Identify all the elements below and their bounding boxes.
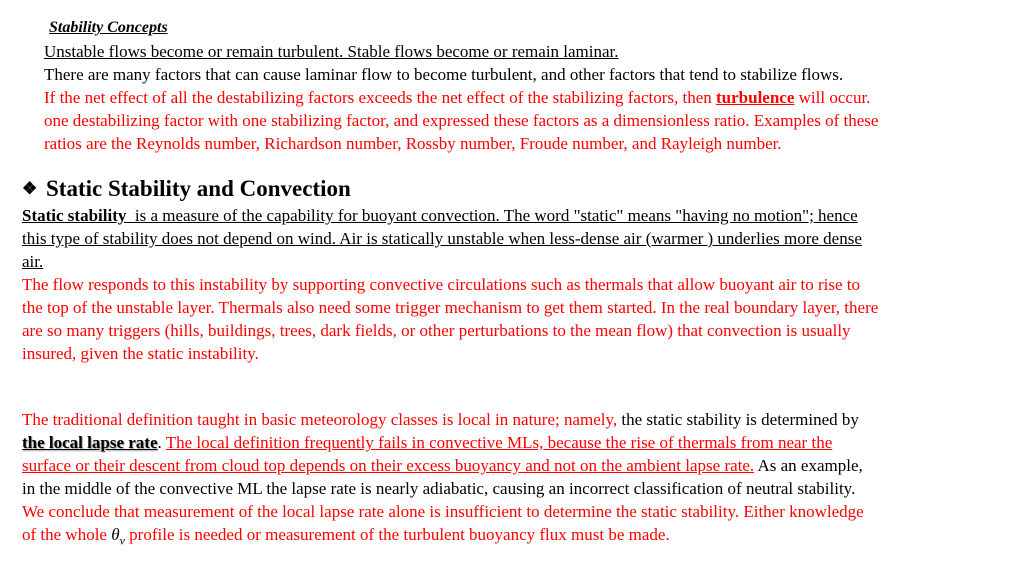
theta-subscript: v [119,533,125,548]
diamond-bullet-icon: ❖ [22,179,38,198]
traditional-line-6-start: of the whole [22,525,112,544]
static-stability-term: Static stability [22,206,127,225]
traditional-line-2-dot: . [157,433,166,452]
concepts-line-4: one destabilizing factor with one stabilizing factor, and expressed these factors as a dimensionless ratio. Examples of these [44,111,879,130]
traditional-line-3-red: surface or their descent from cloud top depends on their excess buoyancy and not on the ambient lapse rate. [22,456,755,475]
traditional-line-3 [22,454,863,477]
traditional-line-3-black: As an example, [754,456,863,475]
traditional-line-1-black: the static stability is determined by [621,410,859,429]
flow-line-4: insured, given the static instability. [22,344,259,363]
definition-line-3: air. [22,252,44,271]
theta-symbol: θ [111,525,120,544]
concepts-line-3-end: will occur. [794,88,871,107]
section-heading-text: Static Stability and Convection [46,176,351,201]
concepts-line-3 [44,86,870,109]
traditional-line-6-end: profile is needed or measurement of the turbulent buoyancy flux must be made. [124,525,670,544]
definition-line-1 [22,204,858,227]
traditional-line-1-red: The traditional definition taught in basic meteorology classes is local in nature; namely, [22,410,622,429]
traditional-line-4: in the middle of the convective ML the lapse rate is nearly adiabatic, causing an incorrect classification of neutral stability. [22,479,856,498]
traditional-line-6 [22,523,670,552]
definition-line-1-text: is a measure of the capability for buoyant convection. The word "static" means "having no motion"; hence [126,206,858,225]
concepts-line-1: Unstable flows become or remain turbulent. Stable flows become or remain laminar. [44,42,619,61]
traditional-line-2 [22,431,832,454]
section-heading [22,175,351,203]
traditional-line-2-red: The local definition frequently fails in convective MLs, because the rise of thermals from near the [165,433,833,452]
flow-line-2: the top of the unstable layer. Thermals also need some trigger mechanism to get them started. In the real boundary layer, there [22,298,879,317]
stability-concepts-title: Stability Concepts [49,19,168,36]
concepts-line-2: There are many factors that can cause laminar flow to become turbulent, and other factors that tend to stabilize flows. [44,65,844,84]
local-lapse-rate-term: the local lapse rate [22,433,158,452]
flow-line-1: The flow responds to this instability by supporting convective circulations such as thermals that allow buoyant air to rise to [22,275,861,294]
flow-line-3: are so many triggers (hills, buildings, trees, dark fields, or other perturbations to the mean flow) that convection is usually [22,321,851,340]
turbulence-keyword: turbulence [716,88,795,107]
concepts-line-3-text: If the net effect of all the destabilizing factors exceeds the net effect of the stabilizing factors, then [44,88,717,107]
traditional-line-1 [22,408,859,431]
concepts-line-5: ratios are the Reynolds number, Richardson number, Rossby number, Froude number, and Rayleigh number. [44,134,782,153]
traditional-line-5: We conclude that measurement of the local lapse rate alone is insufficient to determine the static stability. Either knowledge [22,502,864,521]
definition-line-2: this type of stability does not depend on wind. Air is statically unstable when less-dense air (warmer ) underlies more dense [22,229,862,248]
